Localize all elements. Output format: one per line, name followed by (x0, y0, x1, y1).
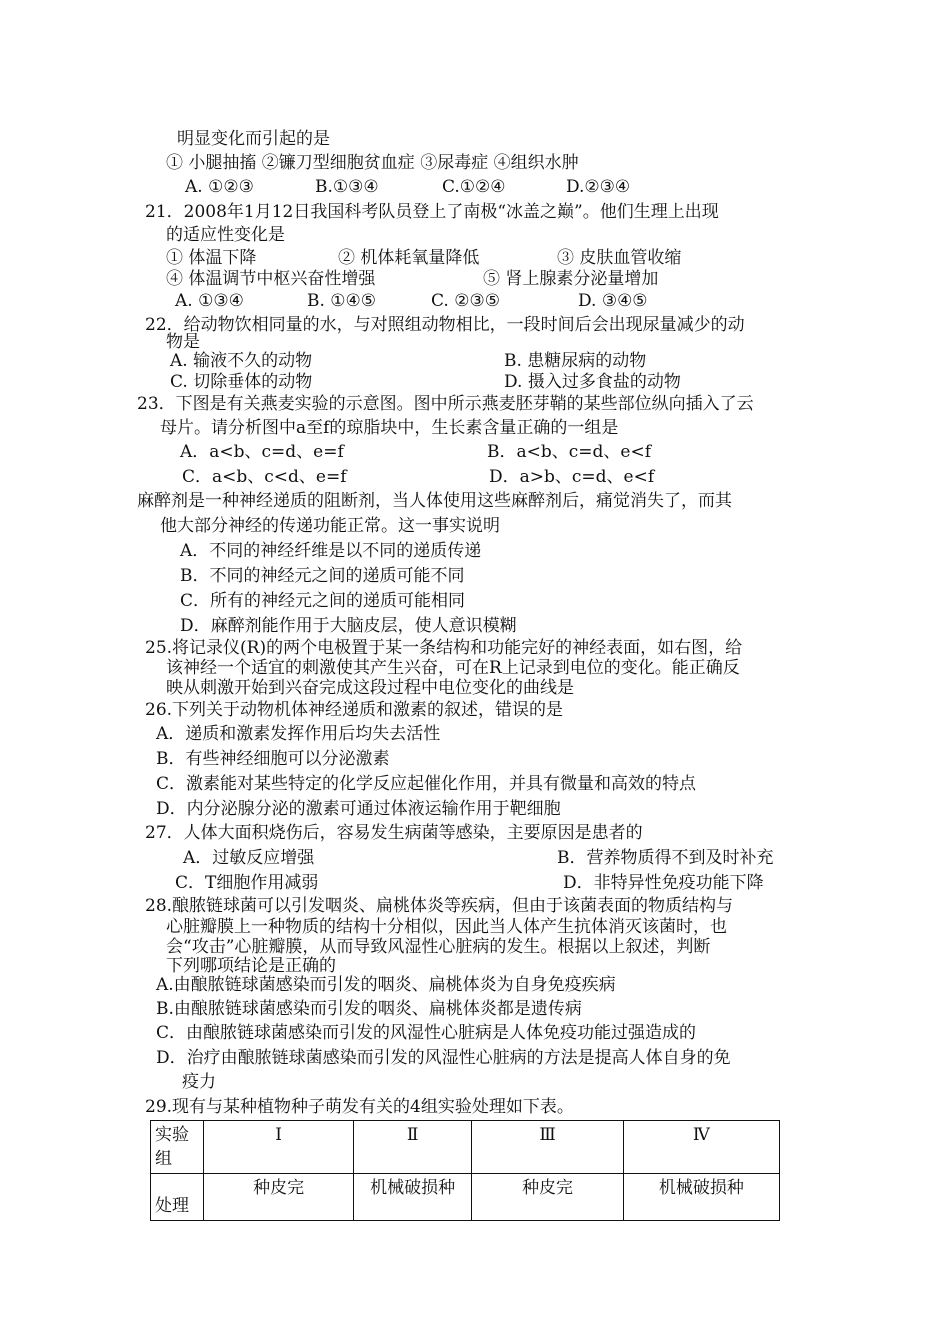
q21-option-a: A. ①③④ (175, 291, 244, 311)
q21-item-3: ③ 皮肤血管收缩 (557, 248, 682, 268)
q21-option-d: D. ③④⑤ (578, 291, 648, 311)
table-cell: Ⅲ (472, 1121, 623, 1174)
q21-item-5: ⑤ 肾上腺素分泌量增加 (483, 269, 659, 289)
q25-stem-line1: 25.将记录仪(R)的两个电极置于某一条结构和功能完好的神经表面，如右图，给 (145, 638, 743, 658)
q24-option-d: D．麻醉剂能作用于大脑皮层，使人意识模糊 (180, 616, 517, 636)
q22-stem-line2: 物是 (166, 332, 200, 352)
q26-option-a: A．递质和激素发挥作用后均失去活性 (156, 724, 441, 744)
q29-stem: 29.现有与某种植物种子萌发有关的4组实验处理如下表。 (145, 1097, 574, 1117)
q28-option-a: A.由酿脓链球菌感染而引发的咽炎、扁桃体炎为自身免疫疾病 (156, 975, 616, 995)
q21-item-2: ② 机体耗氧量降低 (338, 248, 480, 268)
q27-option-b: B．营养物质得不到及时补充 (557, 848, 774, 868)
q23-stem-line2: 母片。请分析图中a至f的琼脂块中，生长素含量正确的一组是 (160, 418, 619, 438)
q21-stem-line1: 21．2008年1月12日我国科考队员登上了南极“冰盖之巅”。他们生理上出现 (145, 202, 719, 222)
q21-option-c: C. ②③⑤ (431, 291, 500, 311)
q28-option-c: C．由酿脓链球菌感染而引发的风湿性心脏病是人体免疫功能过强造成的 (156, 1023, 697, 1043)
q23-stem-line1: 23．下图是有关燕麦实验的示意图。图中所示燕麦胚芽鞘的某些部位纵向插入了云 (137, 394, 754, 414)
q21-item-1: ① 体温下降 (166, 248, 257, 268)
q20-items: ① 小腿抽搐 ②镰刀型细胞贫血症 ③尿毒症 ④组织水肿 (166, 153, 579, 173)
q21-option-b: B. ①④⑤ (307, 291, 377, 311)
q23-option-a: A．a<b、c=d、e=f (180, 442, 344, 462)
q21-item-4: ④ 体温调节中枢兴奋性增强 (166, 269, 376, 289)
q24-option-a: A．不同的神经纤维是以不同的递质传递 (180, 541, 482, 561)
q28-option-b: B.由酿脓链球菌感染而引发的咽炎、扁桃体炎都是遗传病 (156, 999, 582, 1019)
q26-option-b: B．有些神经细胞可以分泌激素 (156, 749, 390, 769)
q26-option-c: C．激素能对某些特定的化学反应起催化作用，并具有微量和高效的特点 (156, 774, 697, 794)
q22-stem-line1: 22．给动物饮相同量的水，与对照组动物相比，一段时间后会出现尿量减少的动 (145, 315, 745, 335)
table-cell: 处理 (151, 1174, 204, 1221)
q27-stem: 27．人体大面积烧伤后，容易发生病菌等感染，主要原因是患者的 (145, 823, 643, 843)
table-cell: 机械破损种 (623, 1174, 779, 1221)
table-row (151, 1121, 780, 1174)
q23-option-c: C．a<b、c<d、e=f (182, 467, 347, 487)
q24-stem-line1: 麻醉剂是一种神经递质的阻断剂，当人体使用这些麻醉剂后，痛觉消失了，而其 (137, 491, 732, 511)
q25-stem-line3: 映从刺激开始到兴奋完成这段过程中电位变化的曲线是 (166, 678, 574, 698)
q21-stem-line2: 的适应性变化是 (166, 225, 285, 245)
q20-option-b: B.①③④ (315, 177, 379, 197)
q24-stem-line2: 他大部分神经的传递功能正常。这一事实说明 (160, 516, 500, 536)
q27-option-a: A．过敏反应增强 (183, 848, 315, 868)
q28-option-d-line2: 疫力 (182, 1072, 216, 1092)
q28-stem-line3: 会“攻击”心脏瓣膜，从而导致风湿性心脏病的发生。根据以上叙述，判断 (166, 937, 711, 957)
q25-stem-line2: 该神经一个适宜的刺激使其产生兴奋，可在R上记录到电位的变化。能正确反 (166, 658, 740, 678)
q22-option-a: A. 输液不久的动物 (170, 351, 313, 371)
table-cell: 机械破损种 (353, 1174, 471, 1221)
q26-option-d: D．内分泌腺分泌的激素可通过体液运输作用于靶细胞 (156, 799, 561, 819)
q24-option-c: C．所有的神经元之间的递质可能相同 (180, 591, 466, 611)
q20-option-a: A. ①②③ (185, 177, 254, 197)
table-cell: Ⅰ (204, 1121, 354, 1174)
q28-stem-line4: 下列哪项结论是正确的 (166, 956, 336, 976)
table-cell: Ⅱ (353, 1121, 471, 1174)
q24-option-b: B．不同的神经元之间的递质可能不同 (180, 566, 465, 586)
table-cell: Ⅳ (623, 1121, 779, 1174)
q22-option-c: C. 切除垂体的动物 (170, 372, 313, 392)
table-cell: 实验组 (151, 1121, 204, 1174)
q20-stem-continued: 明显变化而引起的是 (177, 129, 330, 149)
q26-stem: 26.下列关于动物机体神经递质和激素的叙述，错误的是 (145, 700, 564, 720)
q23-option-b: B．a<b、c=d、e<f (487, 442, 651, 462)
q20-option-d: D.②③④ (566, 177, 631, 197)
table-row (151, 1174, 780, 1221)
q28-option-d-line1: D．治疗由酿脓链球菌感染而引发的风湿性心脏病的方法是提高人体自身的免 (156, 1048, 731, 1068)
q22-option-b: B. 患糖尿病的动物 (504, 351, 647, 371)
q20-option-c: C.①②④ (442, 177, 506, 197)
table-cell: 种皮完 (204, 1174, 354, 1221)
q22-option-d: D. 摄入过多食盐的动物 (504, 372, 681, 392)
table-cell: 种皮完 (472, 1174, 623, 1221)
q27-option-c: C．T细胞作用减弱 (175, 873, 319, 893)
q27-option-d: D．非特异性免疫功能下降 (563, 873, 764, 893)
experiment-table (150, 1120, 780, 1221)
q28-stem-line2: 心脏瓣膜上一种物质的结构十分相似，因此当人体产生抗体消灭该菌时，也 (166, 917, 727, 937)
q28-stem-line1: 28.酿脓链球菌可以引发咽炎、扁桃体炎等疾病，但由于该菌表面的物质结构与 (145, 896, 734, 916)
q23-option-d: D．a>b、c=d、e<f (489, 467, 655, 487)
